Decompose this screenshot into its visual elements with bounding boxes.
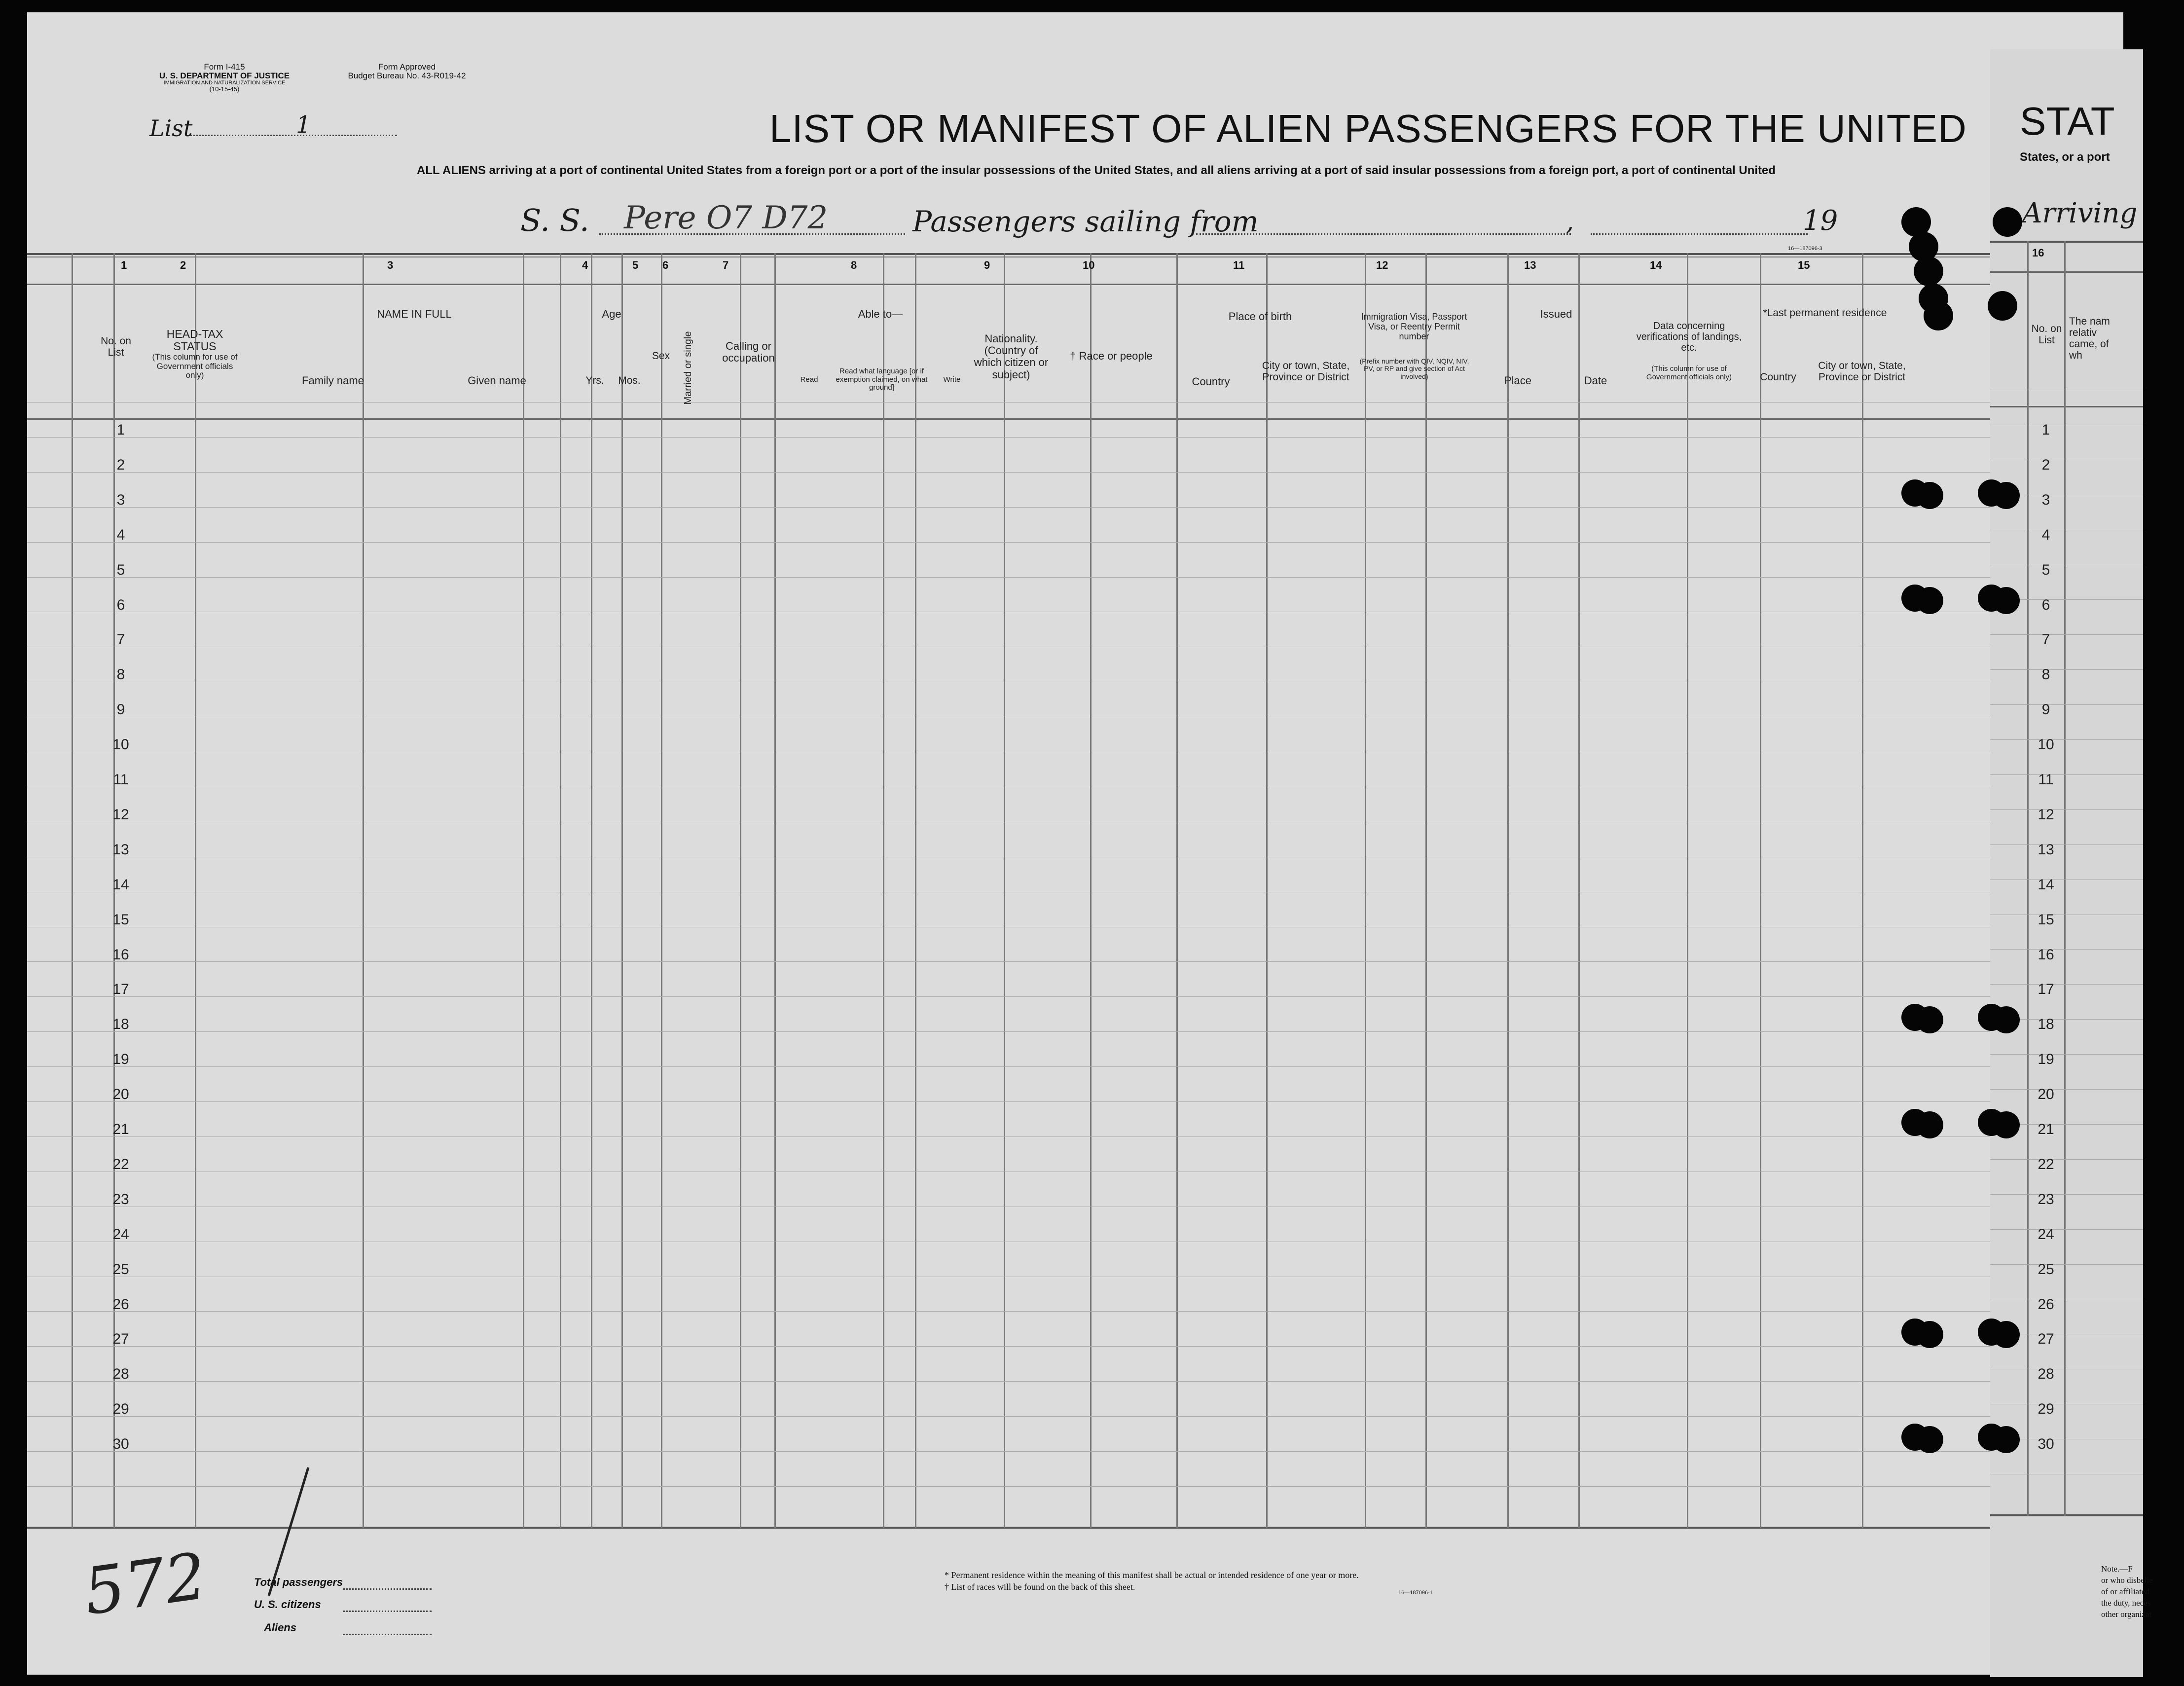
right-row-number: 23: [2038, 1191, 2054, 1208]
row-rule: [27, 1416, 2123, 1417]
header-data-concerning: Data concerning verifications of landings, etc.: [1636, 321, 1742, 353]
column-divider: [560, 253, 561, 1528]
column-divider: [1687, 253, 1688, 1528]
row-number: 5: [116, 561, 125, 578]
row-number: 12: [112, 806, 129, 823]
row-number: 2: [116, 456, 125, 473]
row-rule: [1990, 1054, 2143, 1055]
header-nationality: Nationality. (Country of which citizen or subject): [974, 332, 1049, 381]
header-right-no-on-list: No. on List: [2031, 323, 2062, 346]
row-number: 1: [116, 422, 125, 438]
manifest-sheet: [27, 12, 2123, 1675]
row-rule: [1990, 949, 2143, 950]
column-divider: [661, 253, 662, 1528]
column-divider: [883, 253, 884, 1528]
row-rule: [27, 1311, 2123, 1312]
right-row-number: 28: [2038, 1366, 2054, 1383]
row-number: 18: [112, 1016, 129, 1033]
total-passengers-line: [343, 1588, 432, 1590]
approval-block: [323, 63, 491, 80]
row-number: 11: [113, 771, 129, 788]
column-divider: [1578, 253, 1580, 1528]
row-rule: [1990, 669, 2143, 670]
header-issued-place: Place: [1504, 374, 1532, 387]
row-number: 14: [112, 876, 129, 893]
punch-hole: [1924, 301, 1953, 330]
note-residence: * Permanent residence within the meaning of this manifest shall be actual or intended residence of one year or more.: [945, 1570, 1359, 1580]
header-head-tax: HEAD-TAX STATUS: [166, 328, 223, 353]
column-number: 4: [582, 259, 588, 271]
row-rule: [1990, 1159, 2143, 1160]
row-rule: [1990, 739, 2143, 740]
punch-hole: [1916, 1111, 1943, 1138]
sailing-from-line: [1196, 233, 1571, 235]
right-row-number: 9: [2041, 701, 2050, 718]
right-row-number: 11: [2038, 771, 2054, 788]
right-row-number: 22: [2038, 1156, 2054, 1173]
row-rule: [1990, 704, 2143, 705]
header-issued: Issued: [1540, 308, 1572, 320]
column-divider: [195, 253, 196, 1528]
right-note-line-5: other organizat: [2101, 1609, 2152, 1619]
column-number: 5: [632, 259, 639, 271]
row-rule: [1990, 1264, 2143, 1265]
header-yrs: Yrs.: [585, 375, 604, 386]
row-rule: [1990, 984, 2143, 985]
row-number: 27: [112, 1331, 129, 1348]
right-note-line-4: the duty, neces: [2101, 1598, 2151, 1608]
header-write: Write: [943, 375, 961, 384]
column-divider: [740, 253, 741, 1528]
right-note-line-2: or who disbelie: [2101, 1575, 2153, 1585]
us-citizens-line: [343, 1611, 432, 1612]
print-code: 16—187096-3: [1788, 246, 1822, 252]
right-row-number: 3: [2041, 491, 2050, 508]
date-line: [1591, 233, 1808, 235]
header-age: Age: [602, 308, 621, 320]
row-number: 6: [116, 596, 125, 613]
row-rule: [1990, 634, 2143, 635]
row-rule: [27, 542, 2123, 543]
aliens-line: [343, 1634, 432, 1635]
handwritten-number: 572: [79, 1538, 211, 1630]
right-row-number: 26: [2038, 1296, 2054, 1313]
header-residence-country: Country: [1760, 371, 1796, 383]
header-able-to: Able to—: [858, 308, 903, 320]
column-number: 8: [851, 259, 857, 271]
column-number: 2: [180, 259, 186, 271]
row-rule: [1990, 774, 2143, 775]
header-name-in-full: NAME IN FULL: [377, 308, 452, 320]
column-divider: [523, 253, 524, 1528]
header-data-note: (This column for use of Government officials only): [1646, 365, 1732, 381]
subtitle-continued: States, or a port: [2020, 150, 2110, 164]
column-divider: [1176, 253, 1178, 1528]
footer-code: 16—187096-1: [1398, 1590, 1433, 1596]
right-row-number: 15: [2038, 911, 2054, 928]
header-given-name: Given name: [468, 374, 526, 387]
header-visa: Immigration Visa, Passport Visa, or Reentry Permit number: [1361, 312, 1467, 341]
column-number: 13: [1524, 259, 1536, 271]
row-number: 24: [112, 1226, 129, 1243]
column-number: 10: [1083, 259, 1095, 271]
right-row-number: 29: [2038, 1401, 2054, 1418]
row-number: 20: [112, 1086, 129, 1103]
row-number: 25: [112, 1261, 129, 1278]
column-divider: [1507, 253, 1509, 1528]
row-number: 16: [112, 946, 129, 963]
header-visa-note: (Prefix number with QIV, NQIV, NIV, PV, or RP and give section of Act involved): [1359, 357, 1469, 380]
row-number: 26: [112, 1296, 129, 1313]
punch-hole: [1914, 257, 1943, 286]
row-rule: [27, 1031, 2123, 1032]
row-number: 9: [116, 701, 125, 718]
aliens-label: Aliens: [264, 1621, 297, 1634]
header-issued-date: Date: [1584, 374, 1607, 387]
sailing-label: Passengers sailing from: [912, 205, 1259, 238]
row-rule: [27, 402, 2123, 403]
row-number: 22: [112, 1156, 129, 1173]
row-number: 29: [112, 1401, 129, 1418]
header-place-of-birth: Place of birth: [1228, 310, 1292, 323]
list-number: 1: [296, 111, 311, 139]
header-sex: Sex: [652, 350, 670, 362]
right-row-number: 17: [2038, 981, 2054, 998]
column-divider: [915, 253, 916, 1528]
row-rule: [1990, 809, 2143, 810]
row-rule: [1990, 844, 2143, 845]
service-name: IMMIGRATION AND NATURALIZATION SERVICE: [163, 79, 286, 86]
header-calling: Calling or occupation: [722, 340, 775, 365]
list-dotted-line: [190, 135, 397, 136]
row-number: 21: [112, 1121, 129, 1137]
column-number: 15: [1798, 259, 1810, 271]
row-rule: [27, 1136, 2123, 1137]
title-continued: STAT: [2020, 99, 2115, 143]
right-row-number: 4: [2041, 526, 2050, 543]
form-date: (10-15-45): [209, 85, 240, 93]
column-number: 1: [121, 259, 127, 271]
row-number: 19: [112, 1051, 129, 1068]
row-rule: [27, 1101, 2123, 1102]
header-birth-country: Country: [1192, 375, 1230, 388]
right-row-number: 24: [2038, 1226, 2054, 1243]
row-rule: [27, 1346, 2123, 1347]
column-divider: [72, 253, 73, 1528]
row-number: 28: [112, 1366, 129, 1383]
column-divider: [1425, 253, 1427, 1528]
row-rule: [27, 1066, 2123, 1067]
column-divider: [1365, 253, 1366, 1528]
punch-hole: [1916, 1006, 1943, 1033]
row-rule: [27, 961, 2123, 962]
column-number: 9: [984, 259, 990, 271]
ship-dotted-line: [599, 233, 905, 235]
right-row-number: 6: [2041, 596, 2050, 613]
header-married: Married or single: [683, 331, 693, 405]
punch-hole: [1993, 1111, 2020, 1138]
row-number: 4: [116, 526, 125, 543]
manifest-table: [27, 253, 2123, 1546]
right-row-number: 1: [2041, 422, 2050, 438]
column-number: 7: [723, 259, 729, 271]
right-note-line-1: Note.—F: [2101, 1564, 2133, 1574]
row-rule: [1990, 1229, 2143, 1230]
right-row-number: 18: [2038, 1016, 2054, 1033]
right-row-number: 14: [2038, 876, 2054, 893]
row-rule: [27, 472, 2123, 473]
right-row-number: 16: [2038, 946, 2054, 963]
row-rule: [27, 1486, 2123, 1487]
row-rule: [1990, 1089, 2143, 1090]
punch-hole: [1993, 207, 2022, 237]
right-row-number: 30: [2038, 1436, 2054, 1453]
column-divider: [621, 253, 623, 1528]
column-number: 14: [1650, 259, 1662, 271]
right-row-number: 8: [2041, 666, 2050, 683]
form-header-block: [101, 63, 348, 93]
year-prefix: 19: [1803, 205, 1838, 237]
department-name: U. S. DEPARTMENT OF JUSTICE: [159, 71, 290, 80]
column-divider: [1004, 253, 1005, 1528]
arriving-label: Arriving: [2022, 197, 2138, 229]
form-number: Form I-415: [204, 62, 245, 72]
punch-hole: [1993, 587, 2020, 614]
right-row-number: 12: [2038, 806, 2054, 823]
row-rule: [27, 507, 2123, 508]
list-label: List: [149, 115, 193, 142]
right-row-number: 13: [2038, 841, 2054, 858]
header-read: Read: [800, 375, 818, 384]
right-row-number: 7: [2041, 631, 2050, 648]
right-row-number: 2: [2041, 456, 2050, 473]
comma-1: ,: [1566, 207, 1574, 236]
right-row-number: 25: [2038, 1261, 2054, 1278]
column-divider: [1090, 253, 1092, 1528]
row-rule: [1990, 1194, 2143, 1195]
punch-hole: [1916, 587, 1943, 614]
row-number: 8: [116, 666, 125, 683]
column-divider: [774, 253, 776, 1528]
header-race: † Race or people: [1070, 350, 1153, 362]
row-number: 13: [112, 841, 129, 858]
row-rule: [27, 437, 2123, 438]
row-number: 17: [112, 981, 129, 998]
header-family-name: Family name: [302, 374, 364, 387]
column-number: 3: [387, 259, 394, 271]
column-divider: [1862, 253, 1863, 1528]
row-rule: [27, 1381, 2123, 1382]
header-mos: Mos.: [618, 375, 641, 386]
row-rule: [27, 1451, 2123, 1452]
row-number: 15: [112, 911, 129, 928]
right-row-number: 10: [2038, 736, 2054, 753]
page-title: LIST OR MANIFEST OF ALIEN PASSENGERS FOR THE UNITED: [769, 107, 1967, 150]
form-approved: Form Approved: [378, 62, 436, 72]
right-note-line-3: of or affiliated: [2101, 1586, 2149, 1596]
subtitle: ALL ALIENS arriving at a port of continental United States from a foreign port or a port of the insular possessions of the United States, and all aliens arriving at a port of said insular possessions from a foreign port, a port of continental United: [417, 164, 1776, 177]
punch-hole: [1988, 291, 2017, 321]
row-rule: [27, 996, 2123, 997]
us-citizens-label: U. S. citizens: [254, 1598, 321, 1611]
column-divider: [1760, 253, 1761, 1528]
total-passengers-label: Total passengers: [254, 1576, 343, 1588]
row-number: 30: [112, 1436, 129, 1453]
right-row-number: 5: [2041, 561, 2050, 578]
header-right-partial: The nam relativ came, of wh: [2069, 316, 2110, 362]
header-residence-city: City or town, State, Province or District: [1818, 360, 1906, 383]
punch-hole: [1916, 482, 1943, 509]
row-number: 10: [112, 736, 129, 753]
column-divider: [1266, 253, 1268, 1528]
header-birth-city: City or town, State, Province or District: [1262, 360, 1350, 383]
row-rule: [27, 577, 2123, 578]
row-number: 23: [112, 1191, 129, 1208]
right-note: [2101, 1564, 2153, 1620]
column-divider: [591, 253, 592, 1528]
row-number: 3: [116, 491, 125, 508]
column-number: 11: [1233, 259, 1245, 271]
note-races: † List of races will be found on the back of this sheet.: [945, 1582, 1135, 1592]
row-number: 7: [116, 631, 125, 648]
budget-bureau: Budget Bureau No. 43-R019-42: [348, 71, 466, 80]
right-row-number: 19: [2038, 1051, 2054, 1068]
punch-hole: [1993, 1006, 2020, 1033]
right-row-number: 21: [2038, 1121, 2054, 1137]
right-row-number: 27: [2038, 1331, 2054, 1348]
column-number: 12: [1376, 259, 1388, 271]
punch-hole: [1993, 1426, 2020, 1453]
punch-hole: [1993, 482, 2020, 509]
header-last-residence: *Last permanent residence: [1763, 307, 1887, 319]
punch-hole: [1916, 1426, 1943, 1453]
ship-prefix: S. S.: [520, 202, 589, 238]
header-no-on-list: No. on List: [101, 335, 131, 359]
ship-name: Pere O7 D72: [624, 200, 828, 236]
right-row-number: 20: [2038, 1086, 2054, 1103]
column-number: 6: [662, 259, 669, 271]
header-head-tax-note: (This column for use of Government officials only): [152, 352, 238, 380]
column-divider: [363, 253, 364, 1528]
column-16-number: 16: [2032, 247, 2044, 259]
header-read-language: Read what language [or if exemption claimed, on what ground]: [836, 367, 928, 392]
